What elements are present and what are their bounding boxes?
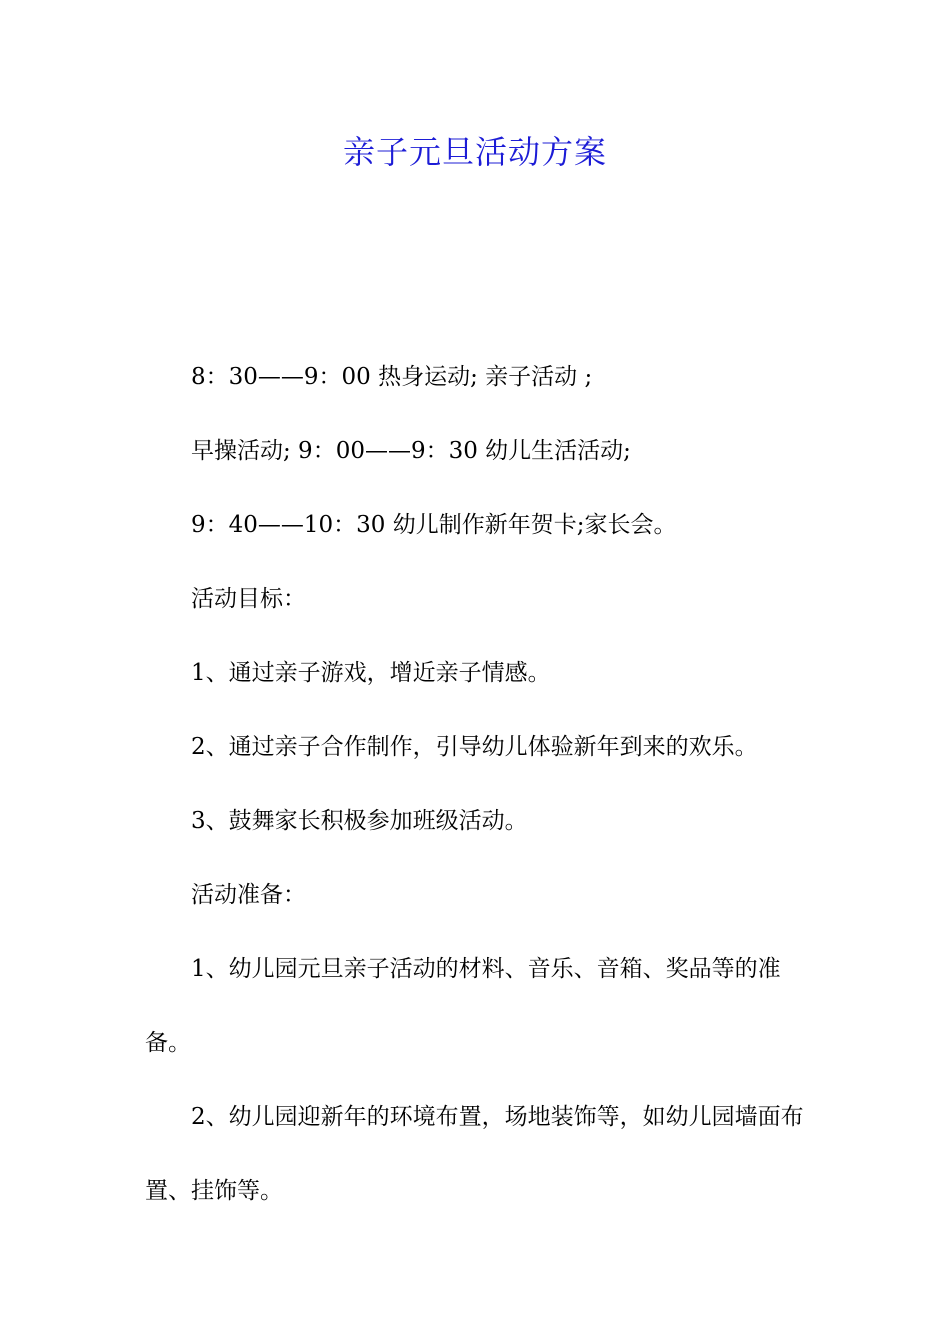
goal-item-3: 3、鼓舞家长积极参加班级活动。 <box>191 808 528 834</box>
goal-item-1: 1、通过亲子游戏，增近亲子情感。 <box>191 660 551 686</box>
schedule-line-2: 早操活动; 9：00——9：30 幼儿生活活动; <box>191 438 631 464</box>
document-body <box>145 340 813 1228</box>
schedule-line-1: 8：30——9：00 热身运动; 亲子活动 ; <box>191 364 593 390</box>
preparation-heading: 活动准备： <box>191 882 306 908</box>
schedule-line-3: 9：40——10：30 幼儿制作新年贺卡;家长会。 <box>191 512 677 538</box>
goals-heading: 活动目标： <box>191 586 306 612</box>
preparation-item-1: 1、幼儿园元旦亲子活动的材料、音乐、音箱、奖品等的准备。 <box>145 956 781 1056</box>
preparation-item-2: 2、幼儿园迎新年的环境布置，场地装饰等，如幼儿园墙面布置、挂饰等。 <box>145 1104 804 1204</box>
goal-item-2: 2、通过亲子合作制作，引导幼儿体验新年到来的欢乐。 <box>191 734 758 760</box>
document-title: 亲子元旦活动方案 <box>342 133 607 171</box>
